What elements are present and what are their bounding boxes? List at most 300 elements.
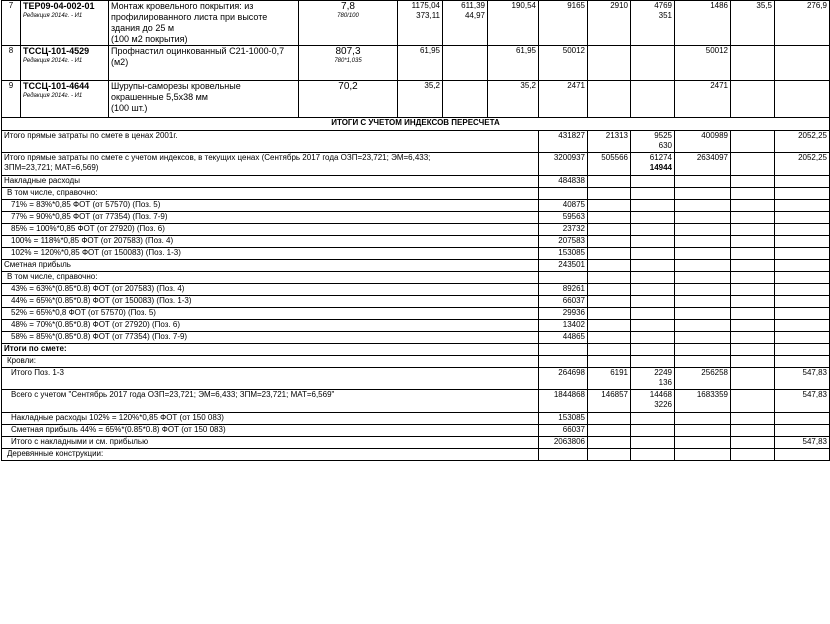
summary-salary-cell [588, 390, 631, 413]
summary-row [2, 260, 830, 272]
summary-materials-cell [675, 212, 731, 224]
summary-labor-unit-cell [731, 248, 775, 260]
summary-label: В том числе, справочно: [7, 188, 98, 197]
summary-labor-unit-cell [731, 188, 775, 200]
summary-total: 3200937 [553, 153, 585, 162]
summary-total: 153085 [558, 248, 585, 257]
summary-machine-cell [631, 437, 675, 449]
summary-labor-total: 2052,25 [798, 153, 827, 162]
cost-total-cell [539, 81, 588, 118]
cost-materials-cell [675, 1, 731, 46]
summary-materials: 1683359 [696, 390, 728, 399]
summary-materials-cell [675, 344, 731, 356]
summary-salary-cell [588, 308, 631, 320]
summary-total: 264698 [558, 368, 585, 377]
position-edition: Редакция 2014г. - И1 [23, 58, 83, 64]
position-code: ТССЦ-101-4644 [23, 81, 90, 91]
position-row [2, 46, 830, 81]
summary-salary-cell [588, 236, 631, 248]
summary-label-cell [2, 332, 539, 344]
summary-materials-cell [675, 368, 731, 390]
summary-labor-unit-cell [731, 344, 775, 356]
labor-total-cell [775, 46, 830, 81]
position-number: 8 [8, 46, 14, 55]
summary-machine: 14468 [649, 390, 672, 399]
summary-total-cell [539, 332, 588, 344]
summary-labor-total-cell [775, 356, 830, 368]
summary-salary-cell [588, 332, 631, 344]
summary-total-cell [539, 413, 588, 425]
position-number-cell [2, 46, 21, 81]
summary-labor-total-cell [775, 153, 830, 176]
summary-materials-cell [675, 272, 731, 284]
description-line: Шурупы-саморезы кровельные [111, 81, 241, 91]
cost-materials: 2471 [710, 81, 728, 90]
position-number-cell [2, 1, 21, 46]
summary-labor-unit-cell [731, 449, 775, 461]
total-unit-cell [488, 81, 539, 118]
summary-label-cell [2, 153, 539, 176]
quantity-value: 7,8 [341, 1, 355, 12]
total-unit: 35,2 [520, 81, 536, 90]
summary-label: Итого прямые затраты по смете в ценах 2001г. [4, 131, 178, 140]
summary-row [2, 284, 830, 296]
summary-total-cell [539, 272, 588, 284]
summary-total: 484838 [558, 176, 585, 185]
summary-machine-cell [631, 236, 675, 248]
summary-machine-cell [631, 248, 675, 260]
summary-machine-cell [631, 308, 675, 320]
summary-labor-total-cell [775, 425, 830, 437]
summary-salary-cell [588, 296, 631, 308]
summary-salary-cell [588, 188, 631, 200]
summary-row [2, 425, 830, 437]
summary-labor-total-cell [775, 284, 830, 296]
summary-materials: 256258 [701, 368, 728, 377]
summary-labor-total: 547,83 [802, 368, 827, 377]
summary-labor-unit-cell [731, 413, 775, 425]
summary-total: 66037 [562, 425, 585, 434]
summary-label-cell [2, 425, 539, 437]
summary-row [2, 413, 830, 425]
summary-label-cell [2, 390, 539, 413]
labor-unit: 35,5 [756, 1, 772, 10]
summary-labor-total-cell [775, 248, 830, 260]
summary-salary: 21313 [605, 131, 628, 140]
summary-row [2, 153, 830, 176]
summary-labor-unit-cell [731, 236, 775, 248]
summary-label-cell [2, 413, 539, 425]
summary-labor-total-cell [775, 308, 830, 320]
summary-materials-cell [675, 176, 731, 188]
description-line: (100 шт.) [111, 103, 148, 113]
summary-salary-cell [588, 437, 631, 449]
summary-salary-cell [588, 200, 631, 212]
summary-total-cell [539, 449, 588, 461]
summary-total-cell [539, 248, 588, 260]
description-line: здания до 25 м [111, 23, 175, 33]
summary-row [2, 224, 830, 236]
summary-labor-total-cell [775, 260, 830, 272]
position-code-cell [21, 81, 109, 118]
quantity-formula: 780*1,035 [334, 58, 362, 64]
summary-label: 52% = 65%*0,8 ФОТ (от 57570) (Поз. 5) [11, 308, 156, 317]
summary-machine-cell [631, 332, 675, 344]
summary-salary-cell [588, 153, 631, 176]
summary-labor-total-cell [775, 320, 830, 332]
summary-labor-unit-cell [731, 368, 775, 390]
summary-labor-unit-cell [731, 320, 775, 332]
summary-label-continued: ЗПМ=23,721; МАТ=6,569) [4, 163, 99, 172]
summary-label-cell [2, 176, 539, 188]
summary-label-cell [2, 449, 539, 461]
summary-total-cell [539, 390, 588, 413]
summary-label: 71% = 83%*0,85 ФОТ (от 57570) (Поз. 5) [11, 200, 161, 209]
summary-total: 44865 [562, 332, 585, 341]
summary-machine-cell [631, 131, 675, 153]
quantity-cell [299, 1, 398, 46]
summary-machine-cell [631, 284, 675, 296]
summary-total: 2063806 [553, 437, 585, 446]
summary-materials-cell [675, 437, 731, 449]
summary-labor-unit-cell [731, 272, 775, 284]
summary-total-cell [539, 356, 588, 368]
summary-materials-cell [675, 296, 731, 308]
estimate-table [1, 0, 830, 461]
summary-materials-cell [675, 188, 731, 200]
position-edition: Редакция 2014г. - И1 [23, 13, 83, 19]
summary-total-cell [539, 284, 588, 296]
summary-salary-cell [588, 224, 631, 236]
summary-labor-total: 2052,25 [798, 131, 827, 140]
summary-label: 48% = 70%*(0.85*0.8) ФОТ (от 27920) (Поз. 6) [11, 320, 180, 329]
position-row [2, 81, 830, 118]
summary-labor-total-cell [775, 176, 830, 188]
summary-labor-unit-cell [731, 200, 775, 212]
summary-total-cell [539, 188, 588, 200]
summary-salary: 505566 [601, 153, 628, 162]
cost-machine-cell [631, 1, 675, 46]
summary-machine-cell [631, 296, 675, 308]
summary-label-cell [2, 344, 539, 356]
unit-machine-cell [443, 81, 488, 118]
summary-labor-unit-cell [731, 224, 775, 236]
summary-labor-total: 547,83 [802, 437, 827, 446]
summary-machine-cell [631, 260, 675, 272]
summary-labor-unit-cell [731, 437, 775, 449]
labor-total-cell [775, 81, 830, 118]
summary-label-cell [2, 260, 539, 272]
summary-salary-cell [588, 176, 631, 188]
summary-labor-unit-cell [731, 212, 775, 224]
summary-machine: 61274 [649, 153, 672, 162]
summary-row [2, 332, 830, 344]
summary-salary-cell [588, 368, 631, 390]
summary-label-cell [2, 368, 539, 390]
cost-total: 9165 [567, 1, 585, 10]
labor-unit-cell [731, 46, 775, 81]
summary-row [2, 320, 830, 332]
unit-price-salary: 373,11 [416, 11, 440, 20]
summary-label-cell [2, 356, 539, 368]
summary-row [2, 390, 830, 413]
description-line: (м2) [111, 57, 129, 67]
labor-total-cell [775, 1, 830, 46]
summary-total-cell [539, 320, 588, 332]
summary-materials-cell [675, 153, 731, 176]
position-number: 9 [8, 81, 14, 90]
summary-labor-unit-cell [731, 390, 775, 413]
summary-salary-cell [588, 284, 631, 296]
summary-labor-unit-cell [731, 308, 775, 320]
summary-label: Сметная прибыль 44% = 65%*(0.85*0.8) ФОТ (от 150 083) [11, 425, 226, 434]
summary-materials-cell [675, 260, 731, 272]
description-line: (100 м2 покрытия) [111, 34, 188, 44]
summary-labor-total-cell [775, 449, 830, 461]
description-line: Монтаж кровельного покрытия: из [111, 1, 254, 11]
summary-machine-salary: 630 [658, 141, 672, 150]
summary-labor-unit-cell [731, 176, 775, 188]
summary-materials-cell [675, 284, 731, 296]
summary-machine-cell [631, 368, 675, 390]
summary-total-cell [539, 344, 588, 356]
summary-labor-total-cell [775, 390, 830, 413]
summary-machine-cell [631, 212, 675, 224]
position-edition: Редакция 2014г. - И1 [23, 93, 83, 99]
cost-salary-cell [588, 46, 631, 81]
summary-total-cell [539, 437, 588, 449]
summary-total-cell [539, 131, 588, 153]
summary-row [2, 236, 830, 248]
cost-materials-cell [675, 81, 731, 118]
summary-labor-total-cell [775, 188, 830, 200]
unit-price: 35,2 [424, 81, 440, 90]
summary-salary-cell [588, 449, 631, 461]
summary-label: 77% = 90%*0,85 ФОТ (от 77354) (Поз. 7-9) [11, 212, 168, 221]
summary-labor-unit-cell [731, 425, 775, 437]
summary-salary: 6191 [610, 368, 628, 377]
cost-salary: 2910 [610, 1, 628, 10]
summary-machine-salary: 3226 [654, 400, 672, 409]
summary-labor-unit-cell [731, 332, 775, 344]
summary-label-cell [2, 296, 539, 308]
summary-row [2, 368, 830, 390]
summary-label-cell [2, 308, 539, 320]
cost-total-cell [539, 46, 588, 81]
summary-total-cell [539, 153, 588, 176]
summary-label: Накладные расходы 102% = 120%*0,85 ФОТ (от 150 083) [11, 413, 224, 422]
summary-total-cell [539, 368, 588, 390]
cost-salary-cell [588, 1, 631, 46]
summary-labor-unit-cell [731, 296, 775, 308]
summary-row [2, 131, 830, 153]
summary-labor-total-cell [775, 212, 830, 224]
description-line: профилированного листа при высоте [111, 12, 268, 22]
cost-machine-salary: 351 [658, 11, 672, 20]
summary-machine-cell [631, 176, 675, 188]
summary-salary-cell [588, 344, 631, 356]
summary-total: 431827 [558, 131, 585, 140]
labor-unit-cell [731, 1, 775, 46]
summary-labor-total-cell [775, 236, 830, 248]
labor-unit-cell [731, 81, 775, 118]
summary-machine-cell [631, 390, 675, 413]
cost-machine-cell [631, 46, 675, 81]
summary-row [2, 188, 830, 200]
summary-labor-total-cell [775, 344, 830, 356]
unit-price-cell [398, 1, 443, 46]
summary-total: 23732 [562, 224, 585, 233]
summary-label: Деревянные конструкции: [7, 449, 104, 458]
summary-machine-cell [631, 200, 675, 212]
total-unit-cell [488, 46, 539, 81]
summary-machine-salary: 136 [658, 378, 672, 387]
summary-label: Кровли: [7, 356, 36, 365]
cost-materials: 1486 [710, 1, 728, 10]
summary-total: 66037 [562, 296, 585, 305]
summary-label: Итого Поз. 1-3 [11, 368, 64, 377]
unit-price-cell [398, 46, 443, 81]
summary-label-cell [2, 224, 539, 236]
cost-total: 2471 [567, 81, 585, 90]
summary-salary-cell [588, 425, 631, 437]
summary-materials-cell [675, 413, 731, 425]
cost-machine-cell [631, 81, 675, 118]
unit-price-cell [398, 81, 443, 118]
summary-total: 29936 [562, 308, 585, 317]
summary-labor-total-cell [775, 332, 830, 344]
summary-materials-cell [675, 356, 731, 368]
summary-label: 44% = 65%*(0.85*0.8) ФОТ (от 150083) (Поз. 1-3) [11, 296, 192, 305]
summary-materials-cell [675, 248, 731, 260]
summary-machine-cell [631, 344, 675, 356]
summary-salary-cell [588, 248, 631, 260]
summary-total: 59563 [562, 212, 585, 221]
summary-materials-cell [675, 308, 731, 320]
summary-labor-total: 547,83 [802, 390, 827, 399]
quantity-cell [299, 81, 398, 118]
summary-row [2, 272, 830, 284]
quantity-value: 807,3 [335, 46, 361, 57]
total-unit: 61,95 [515, 46, 536, 55]
summary-materials-cell [675, 224, 731, 236]
summary-label: Всего с учетом "Сентябрь 2017 года ОЗП=23,721; ЭМ=6,433; ЗПМ=23,721; МАТ=6,569" [11, 390, 335, 399]
summary-labor-total-cell [775, 296, 830, 308]
summary-label: 100% = 118%*0,85 ФОТ (от 207583) (Поз. 4) [11, 236, 174, 245]
summary-labor-unit-cell [731, 284, 775, 296]
summary-total-cell [539, 236, 588, 248]
summary-labor-unit-cell [731, 356, 775, 368]
summary-label: В том числе, справочно: [7, 272, 98, 281]
section-header-row [2, 118, 830, 131]
summary-machine-cell [631, 449, 675, 461]
summary-labor-total-cell [775, 437, 830, 449]
summary-label-cell [2, 200, 539, 212]
quantity-value: 70,2 [338, 81, 358, 92]
summary-total-cell [539, 260, 588, 272]
total-unit-cell [488, 1, 539, 46]
summary-total: 1844868 [553, 390, 585, 399]
summary-materials-cell [675, 332, 731, 344]
summary-salary-cell [588, 212, 631, 224]
summary-labor-total-cell [775, 131, 830, 153]
summary-total-cell [539, 296, 588, 308]
summary-machine-cell [631, 153, 675, 176]
summary-label-cell [2, 437, 539, 449]
unit-machine-cell [443, 1, 488, 46]
position-code: ТССЦ-101-4529 [23, 46, 90, 56]
summary-total-cell [539, 176, 588, 188]
summary-label: 43% = 63%*(0.85*0.8) ФОТ (от 207583) (Поз. 4) [11, 284, 185, 293]
summary-materials-cell [675, 425, 731, 437]
position-description-cell [109, 1, 299, 46]
summary-labor-unit-cell [731, 260, 775, 272]
summary-machine-cell [631, 320, 675, 332]
summary-total: 243501 [558, 260, 585, 269]
summary-materials-cell [675, 449, 731, 461]
summary-label-cell [2, 188, 539, 200]
position-code: ТЕР09-04-002-01 [23, 1, 95, 11]
summary-machine-cell [631, 272, 675, 284]
cost-salary-cell [588, 81, 631, 118]
total-unit: 190,54 [511, 1, 536, 10]
summary-label-cell [2, 131, 539, 153]
summary-materials: 400989 [701, 131, 728, 140]
cost-materials: 50012 [705, 46, 728, 55]
summary-labor-total-cell [775, 413, 830, 425]
description-line: окрашенные 5,5х38 мм [111, 92, 208, 102]
position-number-cell [2, 81, 21, 118]
unit-machine-cell [443, 46, 488, 81]
summary-label-cell [2, 236, 539, 248]
summary-labor-total-cell [775, 368, 830, 390]
summary-label: Итоги по смете: [4, 344, 67, 353]
position-description-cell [109, 81, 299, 118]
summary-label-cell [2, 272, 539, 284]
summary-label: Итого прямые затраты по смете с учетом индексов, в текущих ценах (Сентябрь 2017 года ОЗП=23,721; ЭМ=6,433; [4, 153, 431, 162]
summary-materials-cell [675, 200, 731, 212]
position-description-cell [109, 46, 299, 81]
position-number: 7 [8, 1, 14, 10]
summary-labor-unit-cell [731, 153, 775, 176]
summary-materials: 2634097 [696, 153, 728, 162]
summary-row [2, 200, 830, 212]
summary-total: 89261 [562, 284, 585, 293]
description-line: Профнастил оцинкованный С21-1000-0,7 [111, 46, 285, 56]
cost-total-cell [539, 1, 588, 46]
summary-total-cell [539, 212, 588, 224]
summary-row [2, 248, 830, 260]
summary-label: 85% = 100%*0,85 ФОТ (от 27920) (Поз. 6) [11, 224, 165, 233]
summary-labor-unit-cell [731, 131, 775, 153]
summary-row [2, 308, 830, 320]
summary-salary-cell [588, 272, 631, 284]
summary-machine-cell [631, 224, 675, 236]
summary-labor-total-cell [775, 200, 830, 212]
summary-total: 153085 [558, 413, 585, 422]
summary-salary-cell [588, 260, 631, 272]
cost-machine: 4769 [654, 1, 672, 10]
summary-materials-cell [675, 320, 731, 332]
summary-row [2, 296, 830, 308]
summary-label: Сметная прибыль [4, 260, 71, 269]
summary-label-cell [2, 284, 539, 296]
summary-salary: 146857 [601, 390, 628, 399]
summary-labor-total-cell [775, 224, 830, 236]
labor-total: 276,9 [806, 1, 827, 10]
summary-materials-cell [675, 390, 731, 413]
summary-total-cell [539, 425, 588, 437]
